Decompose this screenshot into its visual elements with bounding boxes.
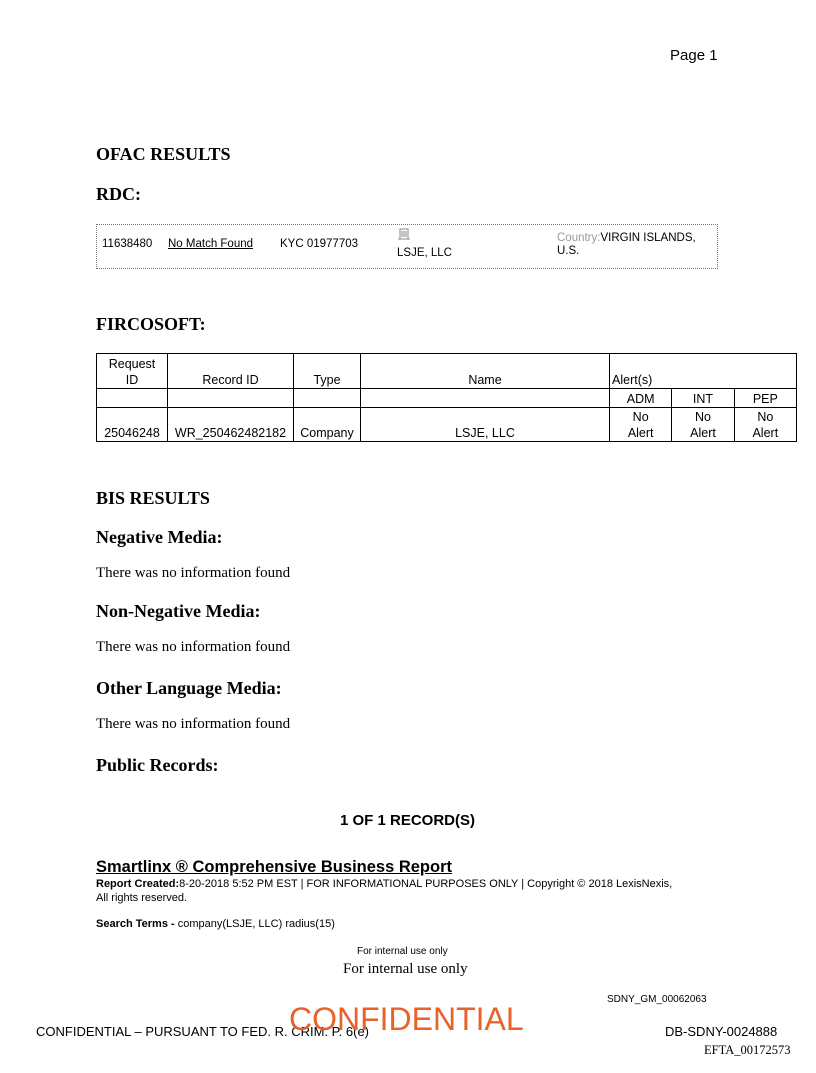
empty-cell <box>294 389 361 408</box>
empty-cell <box>168 389 294 408</box>
bates-sdny-gm: SDNY_GM_00062063 <box>607 994 707 1005</box>
rdc-entity-name: LSJE, LLC <box>397 247 452 259</box>
public-records-title: Public Records: <box>96 755 219 775</box>
rdc-result-box <box>96 224 718 269</box>
country-label: Country: <box>557 232 601 244</box>
header-request-id: Request ID <box>97 354 168 389</box>
other-language-media-title: Other Language Media: <box>96 678 282 698</box>
header-name: Name <box>361 354 610 389</box>
bates-efta: EFTA_00172573 <box>704 1043 791 1057</box>
bis-heading: BIS RESULTS <box>96 488 210 508</box>
other-language-media-text: There was no information found <box>96 716 291 732</box>
table-row <box>97 408 797 442</box>
report-created-label: Report Created: <box>96 878 180 890</box>
record-count: 1 OF 1 RECORD(S) <box>340 812 476 829</box>
search-terms-label: Search Terms - <box>96 918 178 930</box>
rdc-country <box>557 232 696 244</box>
building-icon <box>397 228 411 243</box>
cell-alert-pep: No Alert <box>734 408 796 442</box>
country-value-line1: VIRGIN ISLANDS, <box>600 232 696 244</box>
header-record-id: Record ID <box>168 354 294 389</box>
empty-cell <box>361 389 610 408</box>
report-created-text: 8-20-2018 5:52 PM EST | FOR INFORMATIONAL PURPOSES ONLY | Copyright © 2018 LexisNexis, <box>179 878 673 890</box>
page-number: Page 1 <box>670 47 718 64</box>
rdc-heading: RDC: <box>96 184 141 204</box>
cell-name: LSJE, LLC <box>361 408 610 442</box>
rights-reserved: All rights reserved. <box>96 892 188 904</box>
empty-cell <box>97 389 168 408</box>
footer-confidential-notice: CONFIDENTIAL – PURSUANT TO FED. R. CRIM. P. 6(e) <box>36 1024 370 1039</box>
confidential-stamp: CONFIDENTIAL <box>289 1001 524 1037</box>
header-adm: ADM <box>610 389 672 408</box>
ofac-heading: OFAC RESULTS <box>96 144 231 164</box>
bates-db-sdny: DB-SDNY-0024888 <box>665 1024 778 1039</box>
negative-media-text: There was no information found <box>96 565 291 581</box>
cell-alert-int: No Alert <box>672 408 734 442</box>
non-negative-media-text: There was no information found <box>96 639 291 655</box>
negative-media-title: Negative Media: <box>96 527 223 547</box>
internal-use-large: For internal use only <box>343 961 468 977</box>
cell-request-id: 25046248 <box>97 408 168 442</box>
cell-type: Company <box>294 408 361 442</box>
internal-use-small: For internal use only <box>357 946 448 957</box>
header-pep: PEP <box>734 389 796 408</box>
smartlinx-report-title: Smartlinx ® Comprehensive Business Report <box>96 858 453 876</box>
country-value-line2: U.S. <box>557 245 580 257</box>
search-terms-line <box>96 917 335 931</box>
header-type: Type <box>294 354 361 389</box>
table-header-row <box>97 354 797 389</box>
header-alerts: Alert(s) <box>610 354 797 389</box>
cell-alert-adm: No Alert <box>610 408 672 442</box>
rdc-id: 11638480 <box>102 238 153 250</box>
search-terms-value: company(LSJE, LLC) radius(15) <box>177 918 335 930</box>
rdc-match-status-link[interactable]: No Match Found <box>168 238 254 250</box>
fircosoft-table <box>96 353 797 442</box>
header-int: INT <box>672 389 734 408</box>
table-subheader-row <box>97 389 797 408</box>
fircosoft-heading: FIRCOSOFT: <box>96 314 206 334</box>
rdc-kyc: KYC 01977703 <box>280 238 359 250</box>
cell-record-id: WR_250462482182 <box>168 408 294 442</box>
report-created-line <box>96 877 736 891</box>
non-negative-media-title: Non-Negative Media: <box>96 601 261 621</box>
